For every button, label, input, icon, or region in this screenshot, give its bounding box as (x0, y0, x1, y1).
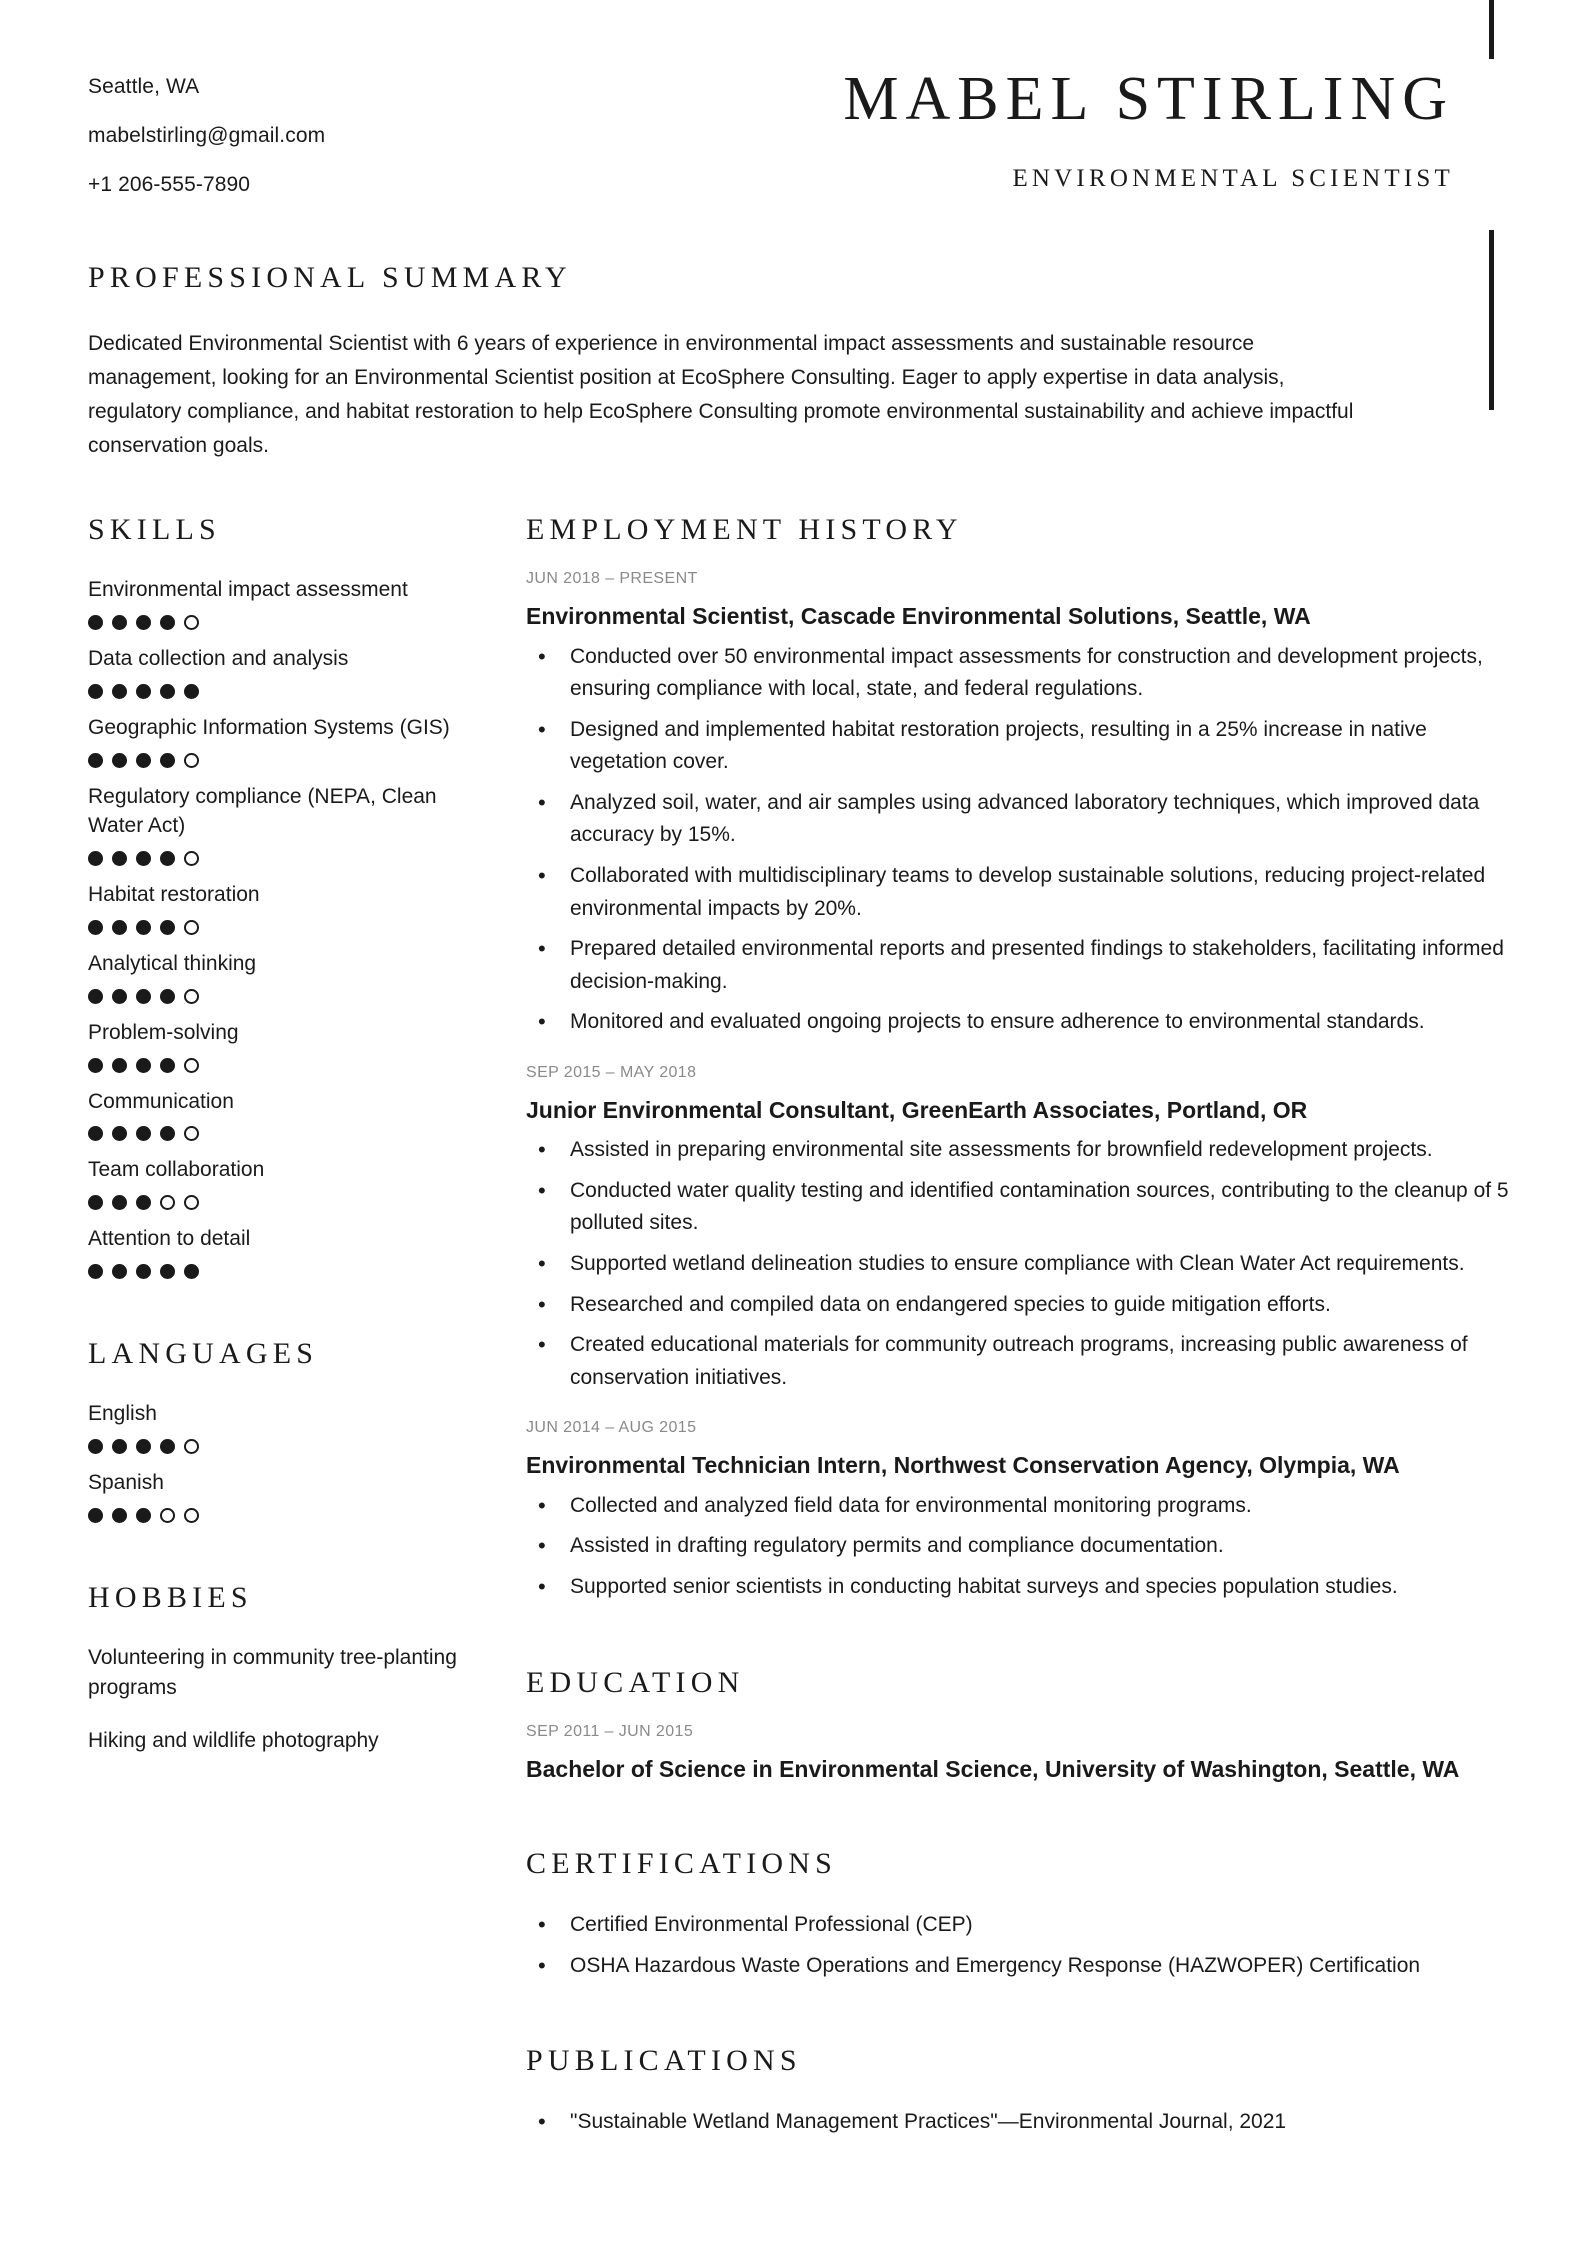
publications-list (526, 2106, 1512, 2139)
rating-dot-empty-icon (184, 1126, 199, 1141)
rating-dot-filled-icon (88, 989, 103, 1004)
list-item (88, 880, 458, 935)
rating-dot-filled-icon (160, 989, 175, 1004)
rating-dot-empty-icon (184, 920, 199, 935)
rating-dot-filled-icon (88, 920, 103, 935)
header-rule-bottom-icon (1489, 230, 1494, 410)
list-item (88, 644, 458, 699)
section-heading-summary: PROFESSIONAL SUMMARY (88, 261, 572, 294)
list-item (88, 1468, 458, 1523)
bullet-item: • Supported senior scientists in conducting habitat surveys and species population studies. (526, 1571, 1512, 1604)
rating-dot-filled-icon (88, 1508, 103, 1523)
list-item (88, 1087, 458, 1142)
section-heading-languages: LANGUAGES (88, 1337, 319, 1370)
skills-rating (88, 753, 458, 768)
rating-dot-filled-icon (88, 1264, 103, 1279)
list-item (88, 782, 458, 867)
hobby-item: Hiking and wildlife photography (88, 1728, 379, 1752)
rating-dot-empty-icon (184, 851, 199, 866)
section-heading-publications: PUBLICATIONS (526, 2044, 802, 2078)
rating-dot-filled-icon (136, 684, 151, 699)
section-heading-skills: SKILLS (88, 513, 221, 547)
skills-item-label: Attention to detail (88, 1227, 251, 1251)
languages-rating (88, 1508, 458, 1523)
rating-dot-filled-icon (136, 615, 151, 630)
rating-dot-filled-icon (112, 1508, 127, 1523)
education-list (526, 1724, 1512, 1786)
page-title: MABEL STIRLING (843, 65, 1454, 133)
rating-dot-filled-icon (160, 851, 175, 866)
bullet-item: • Designed and implemented habitat restoration projects, resulting in a 25% increase in native vegetation cover. (526, 714, 1512, 779)
entry-heading: Environmental Scientist, Cascade Environmental Solutions, Seattle, WA (526, 603, 1311, 630)
body-columns (0, 463, 1588, 2147)
rating-dot-empty-icon (184, 1439, 199, 1454)
rating-dot-filled-icon (160, 684, 175, 699)
rating-dot-filled-icon (136, 753, 151, 768)
skills-rating (88, 920, 458, 935)
spacer (526, 1793, 1512, 1849)
job-title: ENVIRONMENTAL SCIENTIST (1012, 165, 1454, 192)
languages-item-label: English (88, 1402, 157, 1425)
rating-dot-filled-icon (112, 1195, 127, 1210)
list-item (88, 1224, 458, 1279)
section-heading-hobbies: HOBBIES (88, 1580, 253, 1614)
skills-rating (88, 851, 458, 866)
rating-dot-filled-icon (112, 989, 127, 1004)
rating-dot-filled-icon (160, 1126, 175, 1141)
rating-dot-filled-icon (112, 615, 127, 630)
list-item (88, 1399, 458, 1454)
hobby-item: Volunteering in community tree-planting programs (88, 1645, 457, 1700)
entry-date: JUN 2018 – PRESENT (526, 570, 698, 588)
entry-bullets (526, 1134, 1512, 1394)
entry-heading: Bachelor of Science in Environmental Science, University of Washington, Seattle, WA (526, 1755, 1460, 1782)
entry-bullets (526, 1490, 1512, 1604)
skills-list (88, 575, 458, 1279)
entry-bullets (526, 641, 1512, 1039)
entry-heading: Environmental Technician Intern, Northwest Conservation Agency, Olympia, WA (526, 1452, 1400, 1479)
rating-dot-filled-icon (136, 1264, 151, 1279)
identity-block (518, 65, 1512, 192)
rating-dot-filled-icon (136, 989, 151, 1004)
languages-list (88, 1399, 458, 1523)
entry-date: SEP 2015 – MAY 2018 (526, 1063, 697, 1081)
list-item (88, 1155, 458, 1210)
rating-dot-filled-icon (136, 1195, 151, 1210)
rating-dot-filled-icon (112, 920, 127, 935)
bullet-item: • Monitored and evaluated ongoing projects to ensure adherence to environmental standards. (526, 1006, 1512, 1039)
skills-rating (88, 1264, 458, 1279)
rating-dot-filled-icon (112, 851, 127, 866)
rating-dot-empty-icon (184, 1508, 199, 1523)
contact-email[interactable]: mabelstirling@gmail.com (88, 124, 326, 147)
employment-entry (526, 571, 1512, 1039)
spacer (526, 1990, 1512, 2046)
skills-item-label: Analytical thinking (88, 951, 257, 975)
bullet-item: • Collaborated with multidisciplinary teams to develop sustainable solutions, reducing project-related environmental impacts by 20%. (526, 860, 1512, 925)
skills-item-label: Habitat restoration (88, 883, 260, 907)
rating-dot-empty-icon (184, 615, 199, 630)
spacer (88, 1293, 458, 1339)
rating-dot-filled-icon (160, 753, 175, 768)
entry-date: JUN 2014 – AUG 2015 (526, 1419, 697, 1437)
bullet-item: • Conducted water quality testing and identified contamination sources, contributing to the cleanup of 5 polluted sites. (526, 1175, 1512, 1240)
rating-dot-filled-icon (184, 684, 199, 699)
rating-dot-filled-icon (88, 615, 103, 630)
rating-dot-empty-icon (184, 989, 199, 1004)
list-item (88, 575, 458, 630)
languages-rating (88, 1439, 458, 1454)
rating-dot-filled-icon (160, 1439, 175, 1454)
bullet-item: • Analyzed soil, water, and air samples using advanced laboratory techniques, which improved data accuracy by 15%. (526, 787, 1512, 852)
rating-dot-filled-icon (112, 1126, 127, 1141)
bullet-item: • Supported wetland delineation studies to ensure compliance with Clean Water Act requirements. (526, 1248, 1512, 1281)
rating-dot-filled-icon (88, 753, 103, 768)
languages-item-label: Spanish (88, 1470, 164, 1494)
rating-dot-filled-icon (88, 1439, 103, 1454)
rating-dot-empty-icon (184, 1058, 199, 1073)
resume-header (0, 0, 1588, 195)
rating-dot-filled-icon (136, 920, 151, 935)
rating-dot-empty-icon (160, 1195, 175, 1210)
list-item (88, 1018, 458, 1073)
skills-item-label: Communication (88, 1089, 234, 1113)
rating-dot-empty-icon (184, 1195, 199, 1210)
skills-rating (88, 615, 458, 630)
rating-dot-filled-icon (88, 1195, 103, 1210)
rating-dot-filled-icon (136, 1058, 151, 1073)
section-heading-education: EDUCATION (526, 1665, 745, 1699)
rating-dot-filled-icon (88, 684, 103, 699)
rating-dot-filled-icon (88, 1126, 103, 1141)
section-heading-certifications: CERTIFICATIONS (526, 1847, 838, 1881)
contact-location: Seattle, WA (88, 75, 200, 98)
rating-dot-filled-icon (160, 1058, 175, 1073)
bullet-item: • OSHA Hazardous Waste Operations and Emergency Response (HAZWOPER) Certification (526, 1950, 1512, 1983)
rating-dot-filled-icon (160, 1264, 175, 1279)
bullet-item: • Conducted over 50 environmental impact assessments for construction and development projects, ensuring compliance with local, state, and federal regulations. (526, 641, 1512, 706)
contact-block (88, 68, 518, 195)
contact-phone[interactable]: +1 206-555-7890 (88, 173, 251, 196)
rating-dot-filled-icon (88, 851, 103, 866)
sidebar-column (88, 515, 508, 1778)
skills-item-label: Geographic Information Systems (GIS) (88, 715, 450, 739)
skills-rating (88, 989, 458, 1004)
entry-date: SEP 2011 – JUN 2015 (526, 1722, 694, 1740)
education-entry (526, 1724, 1512, 1786)
certifications-list (526, 1909, 1512, 1982)
professional-summary-section (0, 195, 1588, 463)
rating-dot-filled-icon (136, 851, 151, 866)
rating-dot-filled-icon (184, 1264, 199, 1279)
spacer (526, 1612, 1512, 1668)
rating-dot-filled-icon (136, 1508, 151, 1523)
rating-dot-filled-icon (112, 684, 127, 699)
employment-list (526, 571, 1512, 1603)
rating-dot-filled-icon (160, 920, 175, 935)
rating-dot-empty-icon (160, 1508, 175, 1523)
bullet-item: • Created educational materials for community outreach programs, increasing public awareness of conservation initiatives. (526, 1329, 1512, 1394)
rating-dot-filled-icon (136, 1126, 151, 1141)
bullet-item: • Assisted in drafting regulatory permits and compliance documentation. (526, 1530, 1512, 1563)
bullet-item: • Prepared detailed environmental reports and presented findings to stakeholders, facilitating informed decision-making. (526, 933, 1512, 998)
section-heading-employment: EMPLOYMENT HISTORY (526, 513, 963, 547)
skills-rating (88, 1058, 458, 1073)
rating-dot-filled-icon (112, 1439, 127, 1454)
list-item (88, 713, 458, 768)
spacer (88, 1537, 458, 1583)
bullet-item: • Collected and analyzed field data for environmental monitoring programs. (526, 1490, 1512, 1523)
rating-dot-filled-icon (160, 615, 175, 630)
skills-item-label: Environmental impact assessment (88, 578, 408, 602)
skills-rating (88, 684, 458, 699)
main-column (508, 515, 1512, 2147)
bullet-item: • Researched and compiled data on endangered species to guide mitigation efforts. (526, 1289, 1512, 1322)
skills-rating (88, 1195, 458, 1210)
rating-dot-empty-icon (184, 753, 199, 768)
rating-dot-filled-icon (136, 1439, 151, 1454)
hobbies-list (88, 1643, 458, 1756)
skills-item-label: Problem-solving (88, 1020, 239, 1044)
entry-heading: Junior Environmental Consultant, GreenEarth Associates, Portland, OR (526, 1096, 1308, 1123)
rating-dot-filled-icon (88, 1058, 103, 1073)
rating-dot-filled-icon (112, 753, 127, 768)
skills-item-label: Team collaboration (88, 1158, 265, 1182)
summary-text: Dedicated Environmental Scientist with 6 years of experience in environmental impact assessments and sustainable resource management, looking for an Environmental Scientist position at EcoSphere Consulting. Eager to apply expertise in data analysis, regulatory compliance, and habitat restoration to help EcoSphere Consulting promote environmental sustainability and achieve impactful conservation goals. (88, 332, 1354, 458)
bullet-item: • "Sustainable Wetland Management Practices"—Environmental Journal, 2021 (526, 2106, 1512, 2139)
bullet-item: • Assisted in preparing environmental site assessments for brownfield redevelopment projects. (526, 1134, 1512, 1167)
list-item (88, 949, 458, 1004)
rating-dot-filled-icon (112, 1264, 127, 1279)
employment-entry (526, 1065, 1512, 1394)
skills-rating (88, 1126, 458, 1141)
employment-entry (526, 1420, 1512, 1603)
rating-dot-filled-icon (112, 1058, 127, 1073)
skills-item-label: Data collection and analysis (88, 646, 349, 670)
bullet-item: • Certified Environmental Professional (CEP) (526, 1909, 1512, 1942)
skills-item-label: Regulatory compliance (NEPA, Clean Water Act) (88, 784, 437, 838)
